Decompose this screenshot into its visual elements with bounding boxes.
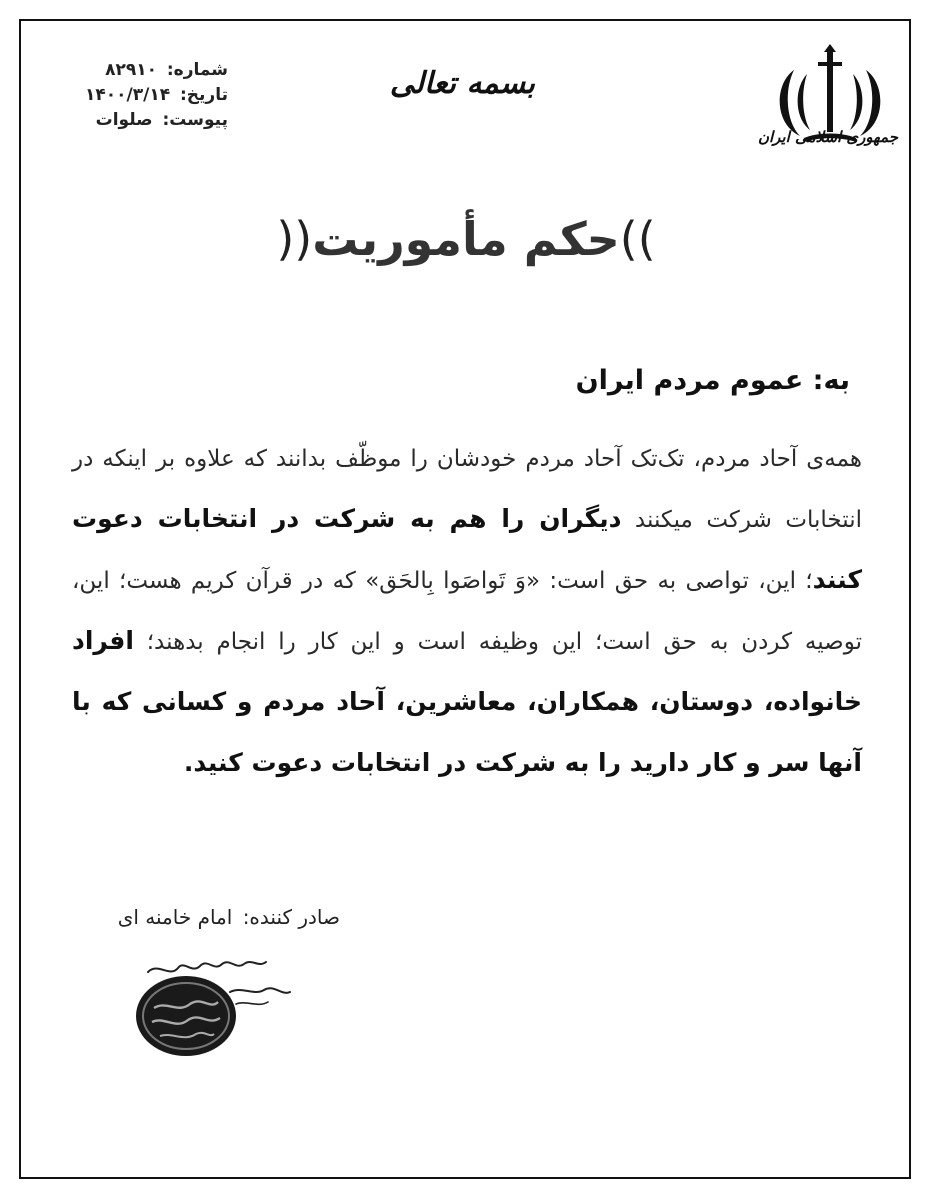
body-bold-1: دیگران را هم به شرکت در انتخابات دعوت کنند bbox=[72, 504, 862, 594]
emblem-caption: جمهوری اسلامی ایران bbox=[757, 128, 898, 146]
issuer-line bbox=[118, 905, 340, 929]
body-bold-2: افراد خانواده، دوستان، همکاران، معاشرین، آحاد مردم و کسانی که با آنها سر و کار دارید را به شرکت در انتخابات دعوت کنید. bbox=[72, 626, 862, 777]
date-value: ۱۴۰۰/۳/۱۴ bbox=[85, 85, 171, 105]
meta-attachment bbox=[48, 108, 228, 133]
number-value: ۸۲۹۱۰ bbox=[105, 60, 157, 80]
document-meta bbox=[48, 58, 228, 133]
iran-emblem-icon bbox=[757, 40, 900, 170]
attachment-value: صلوات bbox=[95, 110, 153, 130]
issuer-name: امام خامنه ای bbox=[117, 905, 233, 929]
basmala: بسمه تعالی bbox=[389, 66, 535, 101]
seal-and-signature-icon bbox=[118, 952, 298, 1067]
issuer-label: صادر کننده: bbox=[242, 905, 340, 929]
title-open-paren: )) bbox=[619, 212, 656, 266]
meta-number bbox=[48, 58, 228, 83]
title-text: حکم مأموریت bbox=[312, 212, 620, 266]
date-label: تاریخ: bbox=[180, 85, 228, 105]
title-close-paren: (( bbox=[276, 212, 313, 266]
meta-date bbox=[48, 83, 228, 108]
body-text-2: ؛ این، تواصی به حق است: «وَ تَواصَوا بِالحَق» که در قرآن کریم هست؛ این، توصیه کردن به حق است؛ این وظیفه است و این کار را انجام بدهند؛ bbox=[72, 568, 862, 655]
body-text-1: همه‌ی آحاد مردم، تک‌تک آحاد مردم خودشان را موظّف بدانند که علاوه بر اینکه در انتخابات شرکت میکنند bbox=[72, 446, 862, 533]
attachment-label: پیوست: bbox=[162, 110, 228, 130]
recipient-line: به: عموم مردم ایران bbox=[575, 365, 850, 396]
number-label: شماره: bbox=[166, 60, 228, 80]
document-body bbox=[72, 430, 862, 794]
document-title bbox=[200, 212, 732, 266]
